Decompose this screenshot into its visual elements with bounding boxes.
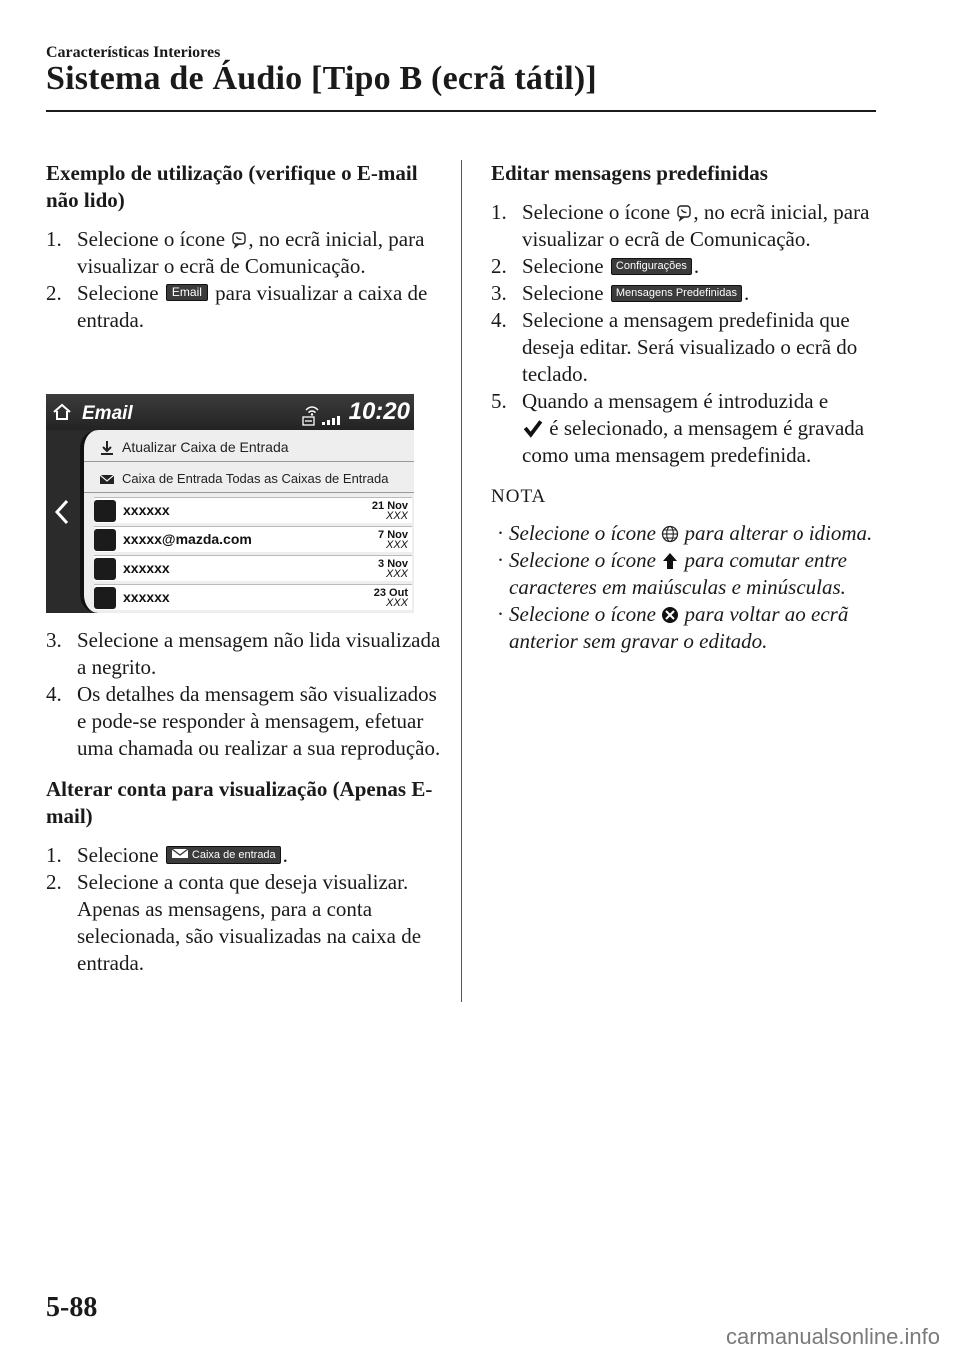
bullet: ·	[497, 602, 504, 626]
screen-header	[46, 394, 414, 430]
note-text-post: para voltar ao ecrã anterior sem gravar o editado.	[509, 602, 849, 653]
note-item	[491, 547, 891, 601]
envelope-icon	[171, 848, 189, 859]
step-account-1	[46, 842, 441, 869]
note-text-post: para comutar entre caracteres em maiúsculas e minúsculas.	[509, 548, 847, 599]
right-column	[491, 160, 891, 655]
refresh-inbox-label: Atualizar Caixa de Entrada	[122, 439, 289, 455]
heading-edit-predefined: Editar mensagens predefinidas	[491, 161, 768, 185]
step-text-post: é selecionado, a mensagem é gravada como uma mensagem predefinida.	[522, 416, 865, 467]
note-text-pre: Selecione o ícone	[509, 548, 656, 572]
back-chevron-icon	[54, 499, 70, 525]
step-number: 1.	[491, 200, 507, 224]
date-sub: XXX	[385, 538, 408, 551]
message-row	[94, 584, 412, 610]
cancel-x-icon	[661, 606, 679, 624]
bullet: ·	[497, 521, 504, 545]
note-text-pre: Selecione o ícone	[509, 602, 656, 626]
date-sub: XXX	[385, 509, 408, 522]
download-arrow-icon	[98, 440, 116, 456]
step-text: Selecione a mensagem não lida visualizada a negrito.	[77, 628, 441, 679]
watermark: carmanualsonline.info	[725, 1324, 940, 1349]
inbox-select-label: Caixa de Entrada Todas as Caixas de Entrada	[122, 471, 389, 486]
inbox-panel	[80, 430, 414, 613]
step-text-post: , no ecrã inicial, para visualizar o ecrã de Comunicação.	[522, 200, 870, 251]
step-text-post: para visualizar a caixa de entrada.	[77, 281, 428, 332]
step-right-1	[491, 199, 891, 253]
step-number: 1.	[46, 843, 62, 867]
date-line: 23 Out	[373, 586, 408, 599]
inbox-button-text: Caixa de entrada	[191, 849, 276, 861]
step-right-4	[491, 307, 891, 388]
section-label: Características Interiores	[46, 44, 221, 61]
step-text-pre: Selecione	[77, 281, 159, 305]
screen-clock: 10:20	[348, 398, 410, 425]
step-text: Os detalhes da mensagem são visualizados e pode-se responder à mensagem, efetuar uma chamada ou realizar a sua reprodução.	[77, 682, 441, 760]
heading-change-account: Alterar conta para visualização (Apenas E-mail)	[46, 777, 433, 828]
message-row	[94, 555, 412, 581]
step-number: 1.	[46, 227, 62, 251]
communication-icon	[230, 231, 248, 249]
screen-title: Email	[82, 403, 133, 424]
date-sub: XXX	[385, 567, 408, 580]
refresh-inbox-row	[84, 434, 414, 462]
contact-avatar-icon	[94, 500, 116, 522]
message-sender: xxxxxx	[123, 589, 170, 605]
date-line: 21 Nov	[371, 499, 408, 512]
shift-arrow-icon	[661, 552, 679, 570]
date-line: 3 Nov	[378, 557, 408, 570]
message-date	[372, 501, 412, 521]
step-right-3	[491, 280, 891, 307]
message-sender: xxxxx@mazda.com	[123, 531, 252, 547]
envelope-icon	[98, 471, 116, 487]
step-number: 2.	[46, 281, 62, 305]
step-number: 3.	[46, 628, 62, 652]
step-text-pre: Selecione	[522, 281, 604, 305]
note-text-pre: Selecione o ícone	[509, 521, 656, 545]
step-left-2	[46, 280, 441, 334]
step-number: 4.	[491, 308, 507, 332]
step-left-1	[46, 226, 441, 280]
step-number: 2.	[46, 870, 62, 894]
step-text-post: .	[282, 843, 288, 867]
step-text: Selecione a conta que deseja visualizar. Apenas as mensagens, para a conta selecionada, são visualizadas na caixa de entrada.	[77, 870, 422, 975]
settings-button-label: Configurações	[611, 258, 692, 275]
contact-avatar-icon	[94, 529, 116, 551]
step-text: Selecione a mensagem predefinida que deseja editar. Será visualizado o ecrã do teclado.	[522, 308, 858, 386]
heading-check-unread-email: Exemplo de utilização (verifique o E-mail não lido)	[46, 161, 418, 212]
message-date	[378, 559, 412, 579]
inbox-button-label	[166, 846, 281, 864]
home-icon	[52, 403, 72, 421]
bullet: ·	[497, 548, 504, 572]
email-screen-illustration	[46, 394, 414, 613]
step-account-2	[46, 869, 441, 977]
step-right-5	[491, 388, 891, 469]
note-title: NOTA	[491, 486, 547, 507]
contact-avatar-icon	[94, 587, 116, 609]
header-rule	[46, 110, 876, 112]
status-icons	[300, 402, 344, 426]
left-column	[46, 160, 441, 977]
step-text-post: .	[693, 254, 700, 278]
inbox-select-row	[84, 465, 414, 493]
predefined-messages-button-label: Mensagens Predefinidas	[611, 285, 742, 302]
step-text-post: , no ecrã inicial, para visualizar o ecrã de Comunicação.	[77, 227, 425, 278]
step-text-pre: Selecione	[77, 843, 159, 867]
step-text-pre: Quando a mensagem é introduzida e	[522, 389, 829, 413]
note-item	[491, 601, 891, 655]
message-date	[378, 530, 412, 550]
step-left-4	[46, 681, 441, 762]
step-number: 2.	[491, 254, 507, 278]
note-text-post: para alterar o idioma.	[684, 521, 873, 545]
message-sender: xxxxxx	[123, 502, 170, 518]
message-row	[94, 497, 412, 523]
date-line: 7 Nov	[378, 528, 408, 541]
step-text-pre: Selecione o ícone	[522, 200, 671, 224]
step-text-post: .	[743, 281, 750, 305]
step-left-3	[46, 627, 441, 681]
page-number: 5-88	[46, 1292, 98, 1323]
message-sender: xxxxxx	[123, 560, 170, 576]
checkmark-icon	[522, 418, 544, 438]
step-right-2	[491, 253, 891, 280]
step-text-pre: Selecione o ícone	[77, 227, 226, 251]
step-number: 5.	[491, 389, 507, 413]
message-date	[374, 588, 412, 608]
column-divider	[461, 160, 462, 1002]
contact-avatar-icon	[94, 558, 116, 580]
message-row	[94, 526, 412, 552]
globe-icon	[661, 525, 679, 543]
communication-icon	[675, 204, 693, 222]
note-item	[491, 520, 891, 547]
page-title: Sistema de Áudio [Tipo B (ecrã tátil)]	[46, 60, 597, 97]
email-button-label: Email	[166, 284, 208, 301]
step-number: 4.	[46, 682, 62, 706]
step-number: 3.	[491, 281, 507, 305]
step-text-pre: Selecione	[522, 254, 604, 278]
date-sub: XXX	[385, 596, 408, 609]
